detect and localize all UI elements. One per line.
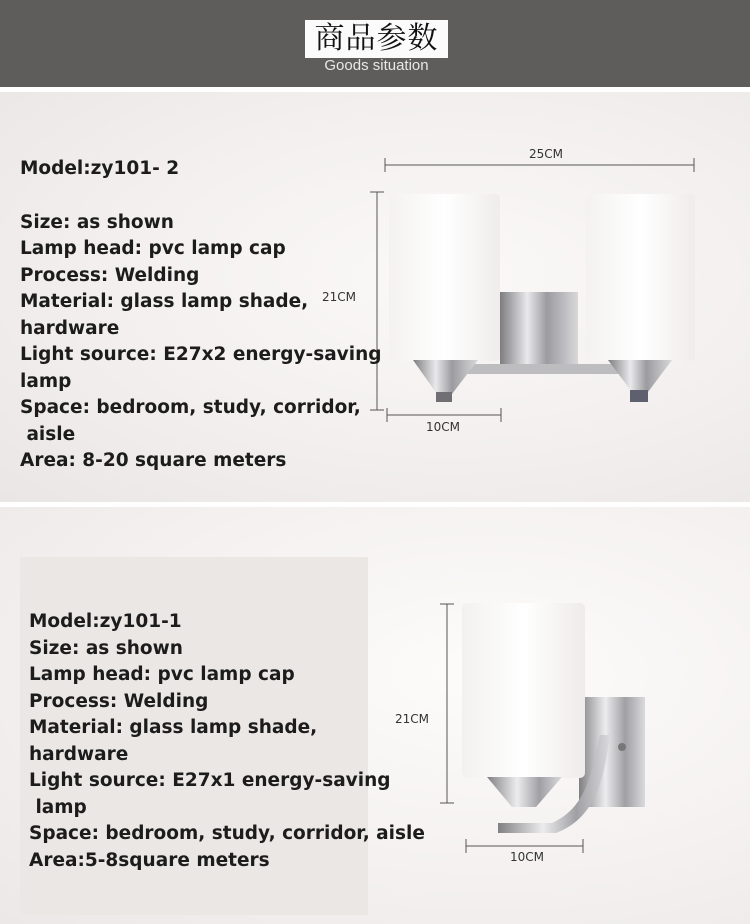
spec-line: Lamp head: pvc lamp cap: [29, 664, 295, 685]
spec-line: Size: as shown: [20, 211, 174, 233]
dimension-height-label: 21CM: [395, 712, 430, 726]
spec-line: Process: Welding: [29, 690, 209, 712]
spec-line: Size: as shown: [29, 637, 183, 659]
header-banner: [0, 0, 750, 87]
spec-list-single: [29, 609, 425, 874]
spec-line: hardware: [29, 743, 129, 765]
spec-line: Light source: E27x2 energy-saving: [20, 344, 382, 365]
spec-line: Process: Welding: [20, 264, 200, 286]
spec-line: Space: bedroom, study, corridor,: [20, 397, 361, 418]
model-label: Model:zy101-1: [29, 611, 182, 632]
dimension-height-label: 21CM: [322, 290, 357, 304]
dimension-depth-label: 10CM: [510, 850, 545, 864]
spec-line: Material: glass lamp shade,: [20, 291, 309, 312]
spec-line: Lamp head: pvc lamp cap: [20, 238, 286, 259]
spec-line: lamp: [20, 370, 72, 392]
spec-line: Space: bedroom, study, corridor, aisle: [29, 823, 425, 844]
spec-line: aisle: [20, 423, 76, 445]
dimension-depth-label: 10CM: [426, 420, 461, 434]
page-title: 商品参数: [305, 20, 448, 58]
spec-line: Light source: E27x1 energy-saving: [29, 770, 391, 791]
spec-line: lamp: [29, 796, 87, 818]
product-panel-double: [0, 92, 750, 502]
spec-line: hardware: [20, 317, 120, 339]
dimension-width-label: 25CM: [529, 147, 564, 161]
spec-line: Area:5-8square meters: [29, 849, 270, 871]
spec-line: Material: glass lamp shade,: [29, 717, 318, 738]
spec-list-double: [20, 156, 382, 475]
model-label: Model:zy101- 2: [20, 158, 180, 179]
product-panel-single: [0, 507, 750, 924]
page-subtitle: Goods situation: [324, 57, 429, 74]
spec-line: Area: 8-20 square meters: [20, 450, 287, 471]
